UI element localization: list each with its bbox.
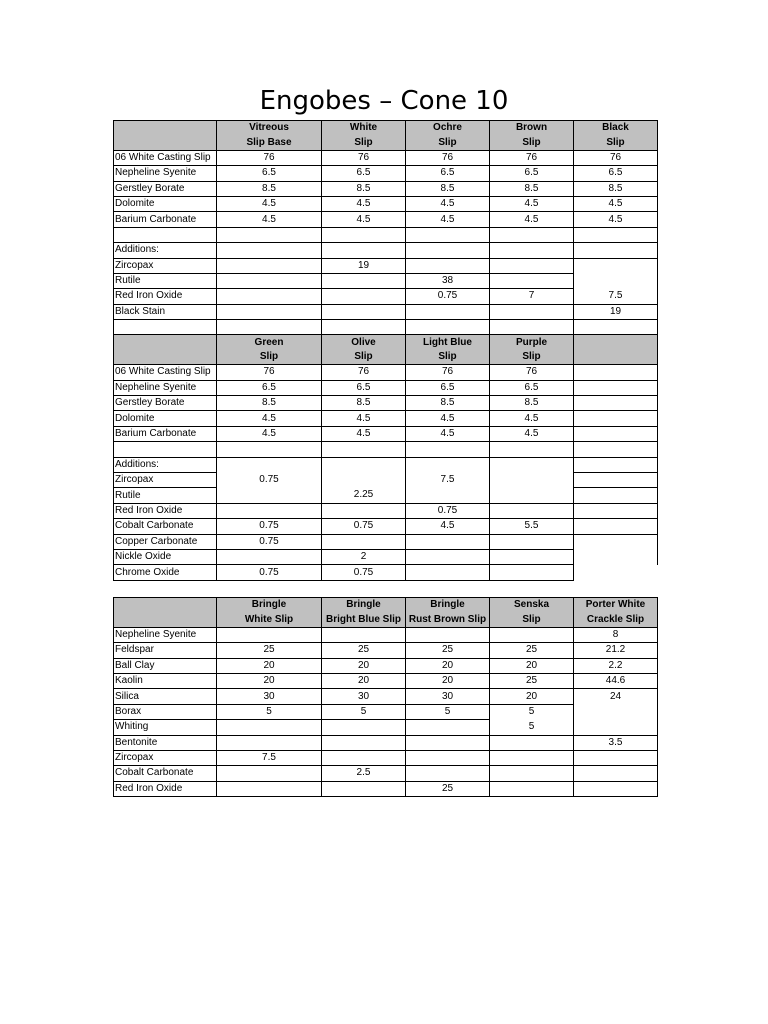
- table-cell: 6.5: [406, 380, 490, 395]
- table-cell: 20: [322, 658, 406, 673]
- row-label: Red Iron Oxide: [114, 503, 217, 518]
- table-row: [114, 549, 658, 564]
- table-cell: [322, 735, 406, 750]
- table-row: [114, 380, 658, 395]
- row-label: Rutile: [114, 273, 217, 288]
- table-header-row: [114, 135, 658, 150]
- table-row: [114, 519, 658, 534]
- table-cell: 4.5: [574, 196, 658, 211]
- table-cell: 76: [322, 365, 406, 380]
- additions-label: Additions:: [114, 457, 217, 472]
- table-cell: [574, 766, 658, 781]
- table-cell: 0.75: [406, 289, 490, 304]
- additions-heading-row: [114, 243, 658, 258]
- column-header: Vitreous: [217, 121, 322, 136]
- column-header: Slip: [574, 135, 658, 150]
- row-label: Cobalt Carbonate: [114, 766, 217, 781]
- table-cell: 4.5: [406, 196, 490, 211]
- table-cell: 20: [217, 658, 322, 673]
- table-cell: 7.5: [574, 289, 658, 304]
- spacer-row: [114, 227, 658, 242]
- table-cell: 7.5: [217, 750, 322, 765]
- row-label: Dolomite: [114, 196, 217, 211]
- table-row: [114, 704, 658, 719]
- table-cell: 2.2: [574, 658, 658, 673]
- table-row: [114, 720, 658, 735]
- table-cell: [574, 488, 658, 503]
- table-cell: 2.25: [322, 488, 406, 503]
- table-cell: [322, 781, 406, 796]
- table-cell: 4.5: [322, 196, 406, 211]
- table-cell: 8.5: [217, 181, 322, 196]
- table-cell: [490, 503, 574, 518]
- spacer-row: [114, 320, 658, 335]
- table-cell: [574, 750, 658, 765]
- table-cell: [490, 750, 574, 765]
- table-row: [114, 396, 658, 411]
- column-header: Slip Base: [217, 135, 322, 150]
- table-cell: 4.5: [574, 212, 658, 227]
- table-cell: 76: [322, 150, 406, 165]
- column-header: Crackle Slip: [574, 612, 658, 627]
- table-cell: 76: [490, 150, 574, 165]
- column-header: Black: [574, 121, 658, 136]
- table-cell: 25: [490, 673, 574, 688]
- table-cell: 4.5: [490, 212, 574, 227]
- table-cell: [490, 549, 574, 564]
- row-label: Nepheline Syenite: [114, 627, 217, 642]
- table-row: [114, 181, 658, 196]
- row-label: Black Stain: [114, 304, 217, 319]
- table-row: [114, 565, 658, 580]
- row-label: Whiting: [114, 720, 217, 735]
- column-header: Ochre: [406, 121, 490, 136]
- table-cell: [217, 258, 322, 273]
- table-row: [114, 365, 658, 380]
- table-cell: 4.5: [490, 426, 574, 441]
- table-row: [114, 643, 658, 658]
- table-cell: 4.5: [217, 426, 322, 441]
- table-cell: [217, 549, 322, 564]
- table-cell: 6.5: [406, 166, 490, 181]
- table-cell: 30: [322, 689, 406, 704]
- table-cell: [574, 365, 658, 380]
- table-row: [114, 150, 658, 165]
- table-cell: [322, 534, 406, 549]
- table-row: [114, 488, 658, 503]
- column-header: Slip: [322, 350, 406, 365]
- table-cell: [322, 304, 406, 319]
- table-cell: 20: [490, 658, 574, 673]
- table-row: [114, 212, 658, 227]
- row-label: Red Iron Oxide: [114, 781, 217, 796]
- column-header: White: [322, 121, 406, 136]
- table-cell: [406, 549, 490, 564]
- table-cell: 20: [217, 673, 322, 688]
- table-cell: 4.5: [406, 426, 490, 441]
- row-label: Cobalt Carbonate: [114, 519, 217, 534]
- table-cell: [217, 289, 322, 304]
- page-title: Engobes – Cone 10: [259, 86, 509, 116]
- table-cell: [574, 720, 658, 735]
- table-cell: 6.5: [322, 380, 406, 395]
- table-cell: 5: [406, 704, 490, 719]
- table-cell: 4.5: [490, 196, 574, 211]
- table-cell: [574, 503, 658, 518]
- table-cell: [217, 488, 322, 503]
- column-header: Porter White: [574, 598, 658, 613]
- column-header: Slip: [322, 135, 406, 150]
- table-cell: 2: [322, 549, 406, 564]
- table-row: [114, 781, 658, 796]
- table-cell: 76: [217, 365, 322, 380]
- table-cell: [217, 627, 322, 642]
- table-cell: 8.5: [217, 396, 322, 411]
- table-cell: 25: [406, 643, 490, 658]
- table-cell: 4.5: [406, 519, 490, 534]
- row-label: Feldspar: [114, 643, 217, 658]
- table-header-row: [114, 335, 658, 350]
- table-cell: [574, 534, 658, 549]
- table-row: [114, 166, 658, 181]
- table-cell: 20: [406, 658, 490, 673]
- table-row: [114, 196, 658, 211]
- table-cell: 4.5: [322, 426, 406, 441]
- table-cell: 6.5: [322, 166, 406, 181]
- table-cell: 0.75: [322, 519, 406, 534]
- table-cell: [490, 472, 574, 487]
- table-cell: 5.5: [490, 519, 574, 534]
- table-row: [114, 627, 658, 642]
- table-cell: [490, 534, 574, 549]
- table-cell: [217, 735, 322, 750]
- table-row: [114, 673, 658, 688]
- table-cell: [322, 503, 406, 518]
- table-row: [114, 534, 658, 549]
- table-cell: [217, 781, 322, 796]
- column-header: [574, 335, 658, 350]
- table-row: [114, 766, 658, 781]
- table-cell: 44.6: [574, 673, 658, 688]
- table-cell: 5: [490, 704, 574, 719]
- row-label: Chrome Oxide: [114, 565, 217, 580]
- table-cell: [322, 472, 406, 487]
- row-label: Bentonite: [114, 735, 217, 750]
- row-label: Nickle Oxide: [114, 549, 217, 564]
- column-header: Brown: [490, 121, 574, 136]
- column-header: White Slip: [217, 612, 322, 627]
- table-cell: 8.5: [490, 181, 574, 196]
- table-cell: [406, 565, 490, 580]
- table-cell: 19: [574, 304, 658, 319]
- table-cell: [490, 273, 574, 288]
- table-cell: 4.5: [490, 411, 574, 426]
- table-cell: [574, 426, 658, 441]
- table-row: [114, 658, 658, 673]
- engobes-table-1: [113, 120, 658, 581]
- row-label: Gerstley Borate: [114, 396, 217, 411]
- table-cell: 6.5: [217, 380, 322, 395]
- table-cell: 20: [406, 673, 490, 688]
- table-cell: 4.5: [217, 212, 322, 227]
- table-cell: 25: [322, 643, 406, 658]
- table-cell: 2.5: [322, 766, 406, 781]
- table-cell: 4.5: [322, 212, 406, 227]
- table-cell: [217, 304, 322, 319]
- row-label: Copper Carbonate: [114, 534, 217, 549]
- row-label: Nepheline Syenite: [114, 166, 217, 181]
- row-label: Rutile: [114, 488, 217, 503]
- table-cell: 76: [406, 150, 490, 165]
- table-cell: 8: [574, 627, 658, 642]
- table-cell: 0.75: [217, 472, 322, 487]
- table-cell: [490, 766, 574, 781]
- table-cell: [490, 565, 574, 580]
- row-label: Zircopax: [114, 472, 217, 487]
- table-cell: 3.5: [574, 735, 658, 750]
- table-cell: 21.2: [574, 643, 658, 658]
- table-cell: [322, 273, 406, 288]
- table-cell: 5: [217, 704, 322, 719]
- table-cell: [574, 411, 658, 426]
- table-cell: [217, 273, 322, 288]
- table-cell: 25: [490, 643, 574, 658]
- table-cell: 25: [406, 781, 490, 796]
- column-header: Senska: [490, 598, 574, 613]
- column-header: Purple: [490, 335, 574, 350]
- table-cell: [406, 534, 490, 549]
- table-cell: 4.5: [217, 196, 322, 211]
- engobes-table-3: [113, 597, 658, 797]
- table-cell: 8.5: [322, 181, 406, 196]
- row-label: Zircopax: [114, 258, 217, 273]
- table-row: [114, 273, 658, 288]
- table-row: [114, 411, 658, 426]
- table-cell: [490, 258, 574, 273]
- table-header-row: [114, 598, 658, 613]
- row-label: Dolomite: [114, 411, 217, 426]
- column-header: Slip: [490, 350, 574, 365]
- table-cell: [490, 304, 574, 319]
- table-cell: 4.5: [406, 411, 490, 426]
- table-cell: [406, 766, 490, 781]
- table-cell: 5: [322, 704, 406, 719]
- table-cell: [406, 488, 490, 503]
- table-header-row: [114, 121, 658, 136]
- table-row: [114, 258, 658, 273]
- table-row: [114, 503, 658, 518]
- column-header: Bringle: [217, 598, 322, 613]
- column-header: Bringle: [322, 598, 406, 613]
- table-cell: [574, 549, 658, 564]
- table-cell: [322, 289, 406, 304]
- table-cell: 6.5: [490, 380, 574, 395]
- table-row: [114, 472, 658, 487]
- row-label: 06 White Casting Slip: [114, 150, 217, 165]
- table-cell: 7.5: [406, 472, 490, 487]
- column-header: Slip: [406, 350, 490, 365]
- row-label: Barium Carbonate: [114, 212, 217, 227]
- table-cell: 4.5: [406, 212, 490, 227]
- table-cell: 38: [406, 273, 490, 288]
- row-label: Borax: [114, 704, 217, 719]
- row-label: Red Iron Oxide: [114, 289, 217, 304]
- table-row: [114, 750, 658, 765]
- row-label: Gerstley Borate: [114, 181, 217, 196]
- table-cell: 76: [406, 365, 490, 380]
- row-label: Nepheline Syenite: [114, 380, 217, 395]
- table-cell: 8.5: [574, 181, 658, 196]
- table-cell: 8.5: [490, 396, 574, 411]
- table-cell: [574, 273, 658, 288]
- table-cell: 20: [490, 689, 574, 704]
- table-cell: [574, 258, 658, 273]
- table-cell: 20: [322, 673, 406, 688]
- table-cell: 0.75: [406, 503, 490, 518]
- table-cell: 30: [217, 689, 322, 704]
- column-header: [574, 350, 658, 365]
- table-cell: [217, 766, 322, 781]
- table-cell: [574, 781, 658, 796]
- table-cell: 76: [574, 150, 658, 165]
- row-label: Barium Carbonate: [114, 426, 217, 441]
- table-cell: 6.5: [574, 166, 658, 181]
- table-cell: [574, 396, 658, 411]
- table-cell: [322, 627, 406, 642]
- table-cell: [490, 488, 574, 503]
- table-cell: [406, 627, 490, 642]
- table-cell: 4.5: [217, 411, 322, 426]
- table-cell: [322, 750, 406, 765]
- spacer-row: [114, 442, 658, 457]
- table-cell: 0.75: [217, 534, 322, 549]
- table-cell: [574, 519, 658, 534]
- column-header: Slip: [490, 612, 574, 627]
- column-header: Olive: [322, 335, 406, 350]
- table-cell: 6.5: [490, 166, 574, 181]
- row-label: 06 White Casting Slip: [114, 365, 217, 380]
- table-cell: [406, 258, 490, 273]
- row-label: Silica: [114, 689, 217, 704]
- table-cell: 8.5: [406, 181, 490, 196]
- table-cell: [490, 781, 574, 796]
- table-cell: 30: [406, 689, 490, 704]
- additions-heading-row: [114, 457, 658, 472]
- column-header: Bringle: [406, 598, 490, 613]
- table-row: [114, 289, 658, 304]
- table-cell: [406, 720, 490, 735]
- table-cell: 8.5: [322, 396, 406, 411]
- table-cell: [217, 720, 322, 735]
- row-label: Ball Clay: [114, 658, 217, 673]
- column-header: Rust Brown Slip: [406, 612, 490, 627]
- table-row: [114, 689, 658, 704]
- table-cell: [574, 380, 658, 395]
- table-cell: 24: [574, 689, 658, 704]
- table-cell: [574, 565, 658, 580]
- table-row: [114, 735, 658, 750]
- column-header: Bright Blue Slip: [322, 612, 406, 627]
- table-cell: 4.5: [322, 411, 406, 426]
- table-header-row: [114, 350, 658, 365]
- column-header: Light Blue: [406, 335, 490, 350]
- table-cell: 0.75: [322, 565, 406, 580]
- table-cell: [217, 503, 322, 518]
- table-cell: [574, 472, 658, 487]
- table-cell: [406, 735, 490, 750]
- table-cell: [574, 704, 658, 719]
- additions-label: Additions:: [114, 243, 217, 258]
- row-label: Kaolin: [114, 673, 217, 688]
- table-row: [114, 304, 658, 319]
- table-cell: 19: [322, 258, 406, 273]
- table-cell: 25: [217, 643, 322, 658]
- row-label: Zircopax: [114, 750, 217, 765]
- table-cell: 6.5: [217, 166, 322, 181]
- table-cell: 76: [490, 365, 574, 380]
- table-cell: 7: [490, 289, 574, 304]
- table-cell: 0.75: [217, 519, 322, 534]
- table-cell: [490, 627, 574, 642]
- table-cell: [490, 735, 574, 750]
- table-cell: [322, 720, 406, 735]
- table-cell: 76: [217, 150, 322, 165]
- table-row: [114, 426, 658, 441]
- table-cell: [406, 750, 490, 765]
- column-header: Slip: [490, 135, 574, 150]
- column-header: Green: [217, 335, 322, 350]
- column-header: Slip: [217, 350, 322, 365]
- table-header-row: [114, 612, 658, 627]
- table-cell: 5: [490, 720, 574, 735]
- table-cell: 0.75: [217, 565, 322, 580]
- table-cell: [406, 304, 490, 319]
- table-cell: 8.5: [406, 396, 490, 411]
- column-header: Slip: [406, 135, 490, 150]
